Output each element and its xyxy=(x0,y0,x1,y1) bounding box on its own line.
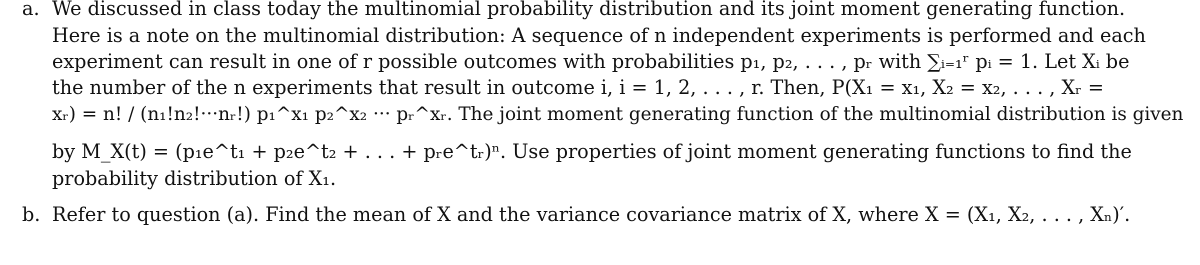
question-a-line-7: probability distribution of X₁. xyxy=(52,167,337,190)
question-a-line-1: We discussed in class today the multinomial probability distribution and its joint moment generating function. xyxy=(52,0,1126,20)
question-b-line-1: Refer to question (a). Find the mean of X and the variance covariance matrix of X, where X = (X₁, X₂, . . . , Xₙ)′. xyxy=(52,203,1131,226)
question-a-line-6: by M_X(t) = (p₁e^t₁ + p₂e^t₂ + . . . + pᵣe^tᵣ)ⁿ. Use properties of joint moment generating functions to find the xyxy=(52,140,1132,163)
question-b-marker: b. xyxy=(22,203,41,226)
question-a-line-2: Here is a note on the multinomial distribution: A sequence of n independent experiments is performed and each xyxy=(52,24,1146,47)
question-a-marker: a. xyxy=(22,0,40,20)
question-a-line-3: experiment can result in one of r possible outcomes with probabilities p₁, p₂, . . . , pᵣ with ∑ᵢ₌₁ʳ pᵢ = 1. Let Xᵢ be xyxy=(52,50,1130,73)
question-a-line-4: the number of the n experiments that result in outcome i, i = 1, 2, . . . , r. Then, P(X₁ = x₁, X₂ = x₂, . . . , Xᵣ = xyxy=(52,76,1104,99)
question-a-line-5: xᵣ) = n! / (n₁!n₂!···nᵣ!) p₁^x₁ p₂^x₂ ··· pᵣ^xᵣ. The joint moment generating function of the multinomial distribution is given xyxy=(52,104,1184,125)
